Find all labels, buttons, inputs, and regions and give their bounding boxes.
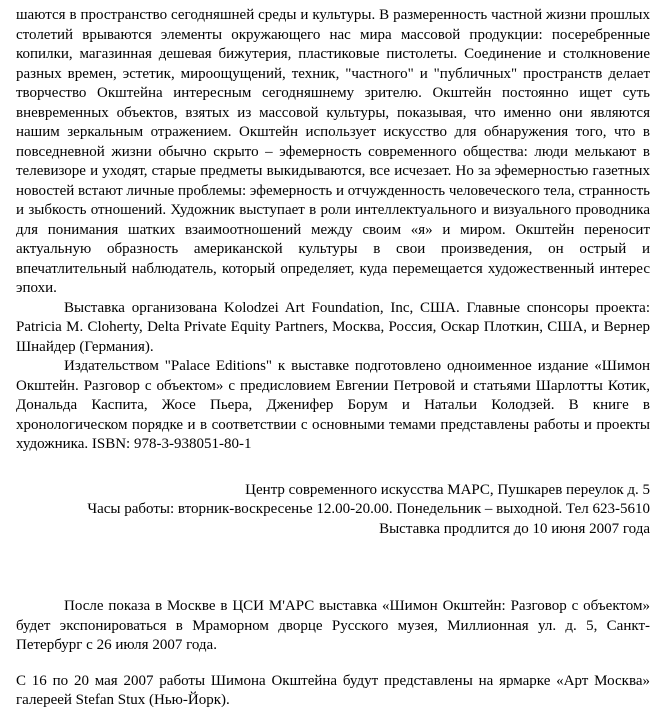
- exhibition-end-date: Выставка продлится до 10 июня 2007 года: [379, 520, 650, 537]
- tour-note: После показа в Москве в ЦСИ М'АРС выставка «Шимон Окштейн: Разговор с объектом» будет экспонироваться в Мраморном дворце Русского музея, Миллионная ул. д. 5, Санкт-Петербург с 26 июля 2007 года.: [16, 598, 650, 653]
- body-paragraph-publication: Издательством "Palace Editions" к выставке подготовлено одноименное издание «Шимон Окштейн. Разговор с объектом» с предисловием Евгении Петровой и статьями Шарлотты Котик, Дональда Каспита, Жосе Пьера, Дженифер Борум и Натальи Колодзей. В книге в хронологическом порядке и в соответствии с основными темами представлены работы и проекты художника. ISBN: 978-3-938051-80-1: [16, 358, 650, 452]
- body-paragraph-artist: шаются в пространство сегодняшней среды и культуры. В размеренность частной жизни прошлых столетий врываются элементы окружающего нас мира массовой продукции: посеребренные копилки, магазинная дешевая бижутерия, пластиковые пистолеты. Соединение и столкновение разных времен, эстетик, мироощущений, техник, "частного" и "публичных" пространств делает творчество Окштейна интересным сегодняшнему зрителю. Окштейн постоянно ищет суть вневременных объектов, взятых из массовой культуры, показывая, что именно они являются нашим зеркальным отражением. Окштейн использует искусство для обнаружения того, что в повседневной жизни обычно скрыто – эфемерность современного общества: люди мелькают в телевизоре и уходят, старые предметы выкидываются, все исчезает. Но за эфемерностью газетных новостей встают личные проблемы: эфемерность и отчужденность человеческого тела, странность и зыбкость отношений. Художник выступает в роли интеллектуального и визуального проводника для понимания шатких взаимоотношений между своим «я» и миром. Окштейн переносит актуальную образность американской культуры в свои произведения, он острый и впечатлительный наблюдатель, который определяет, куда перемещается художественный интерес эпохи.: [16, 7, 650, 296]
- venue-address: Центр современного искусства МАРС, Пушкарев переулок д. 5: [245, 481, 650, 498]
- art-fair-note: С 16 по 20 мая 2007 работы Шимона Окштейна будут представлены на ярмарке «Арт Москва» галереей Stefan Stux (Нью-Йорк).: [16, 672, 650, 708]
- spacer: [16, 455, 650, 481]
- spacer: [16, 656, 650, 672]
- document-page: [16, 6, 650, 711]
- venue-hours: Часы работы: вторник-воскресенье 12.00-20.00. Понедельник – выходной. Тел 623-5610: [87, 501, 650, 517]
- spacer: [16, 539, 650, 597]
- body-paragraph-organizers: Выставка организована Kolodzei Art Foundation, Inc, США. Главные спонсоры проекта: Patricia M. Cloherty, Delta Private Equity Partners, Москва, Россия, Оскар Плоткин, США, и Вернер Шнайдер (Германия).: [16, 299, 650, 355]
